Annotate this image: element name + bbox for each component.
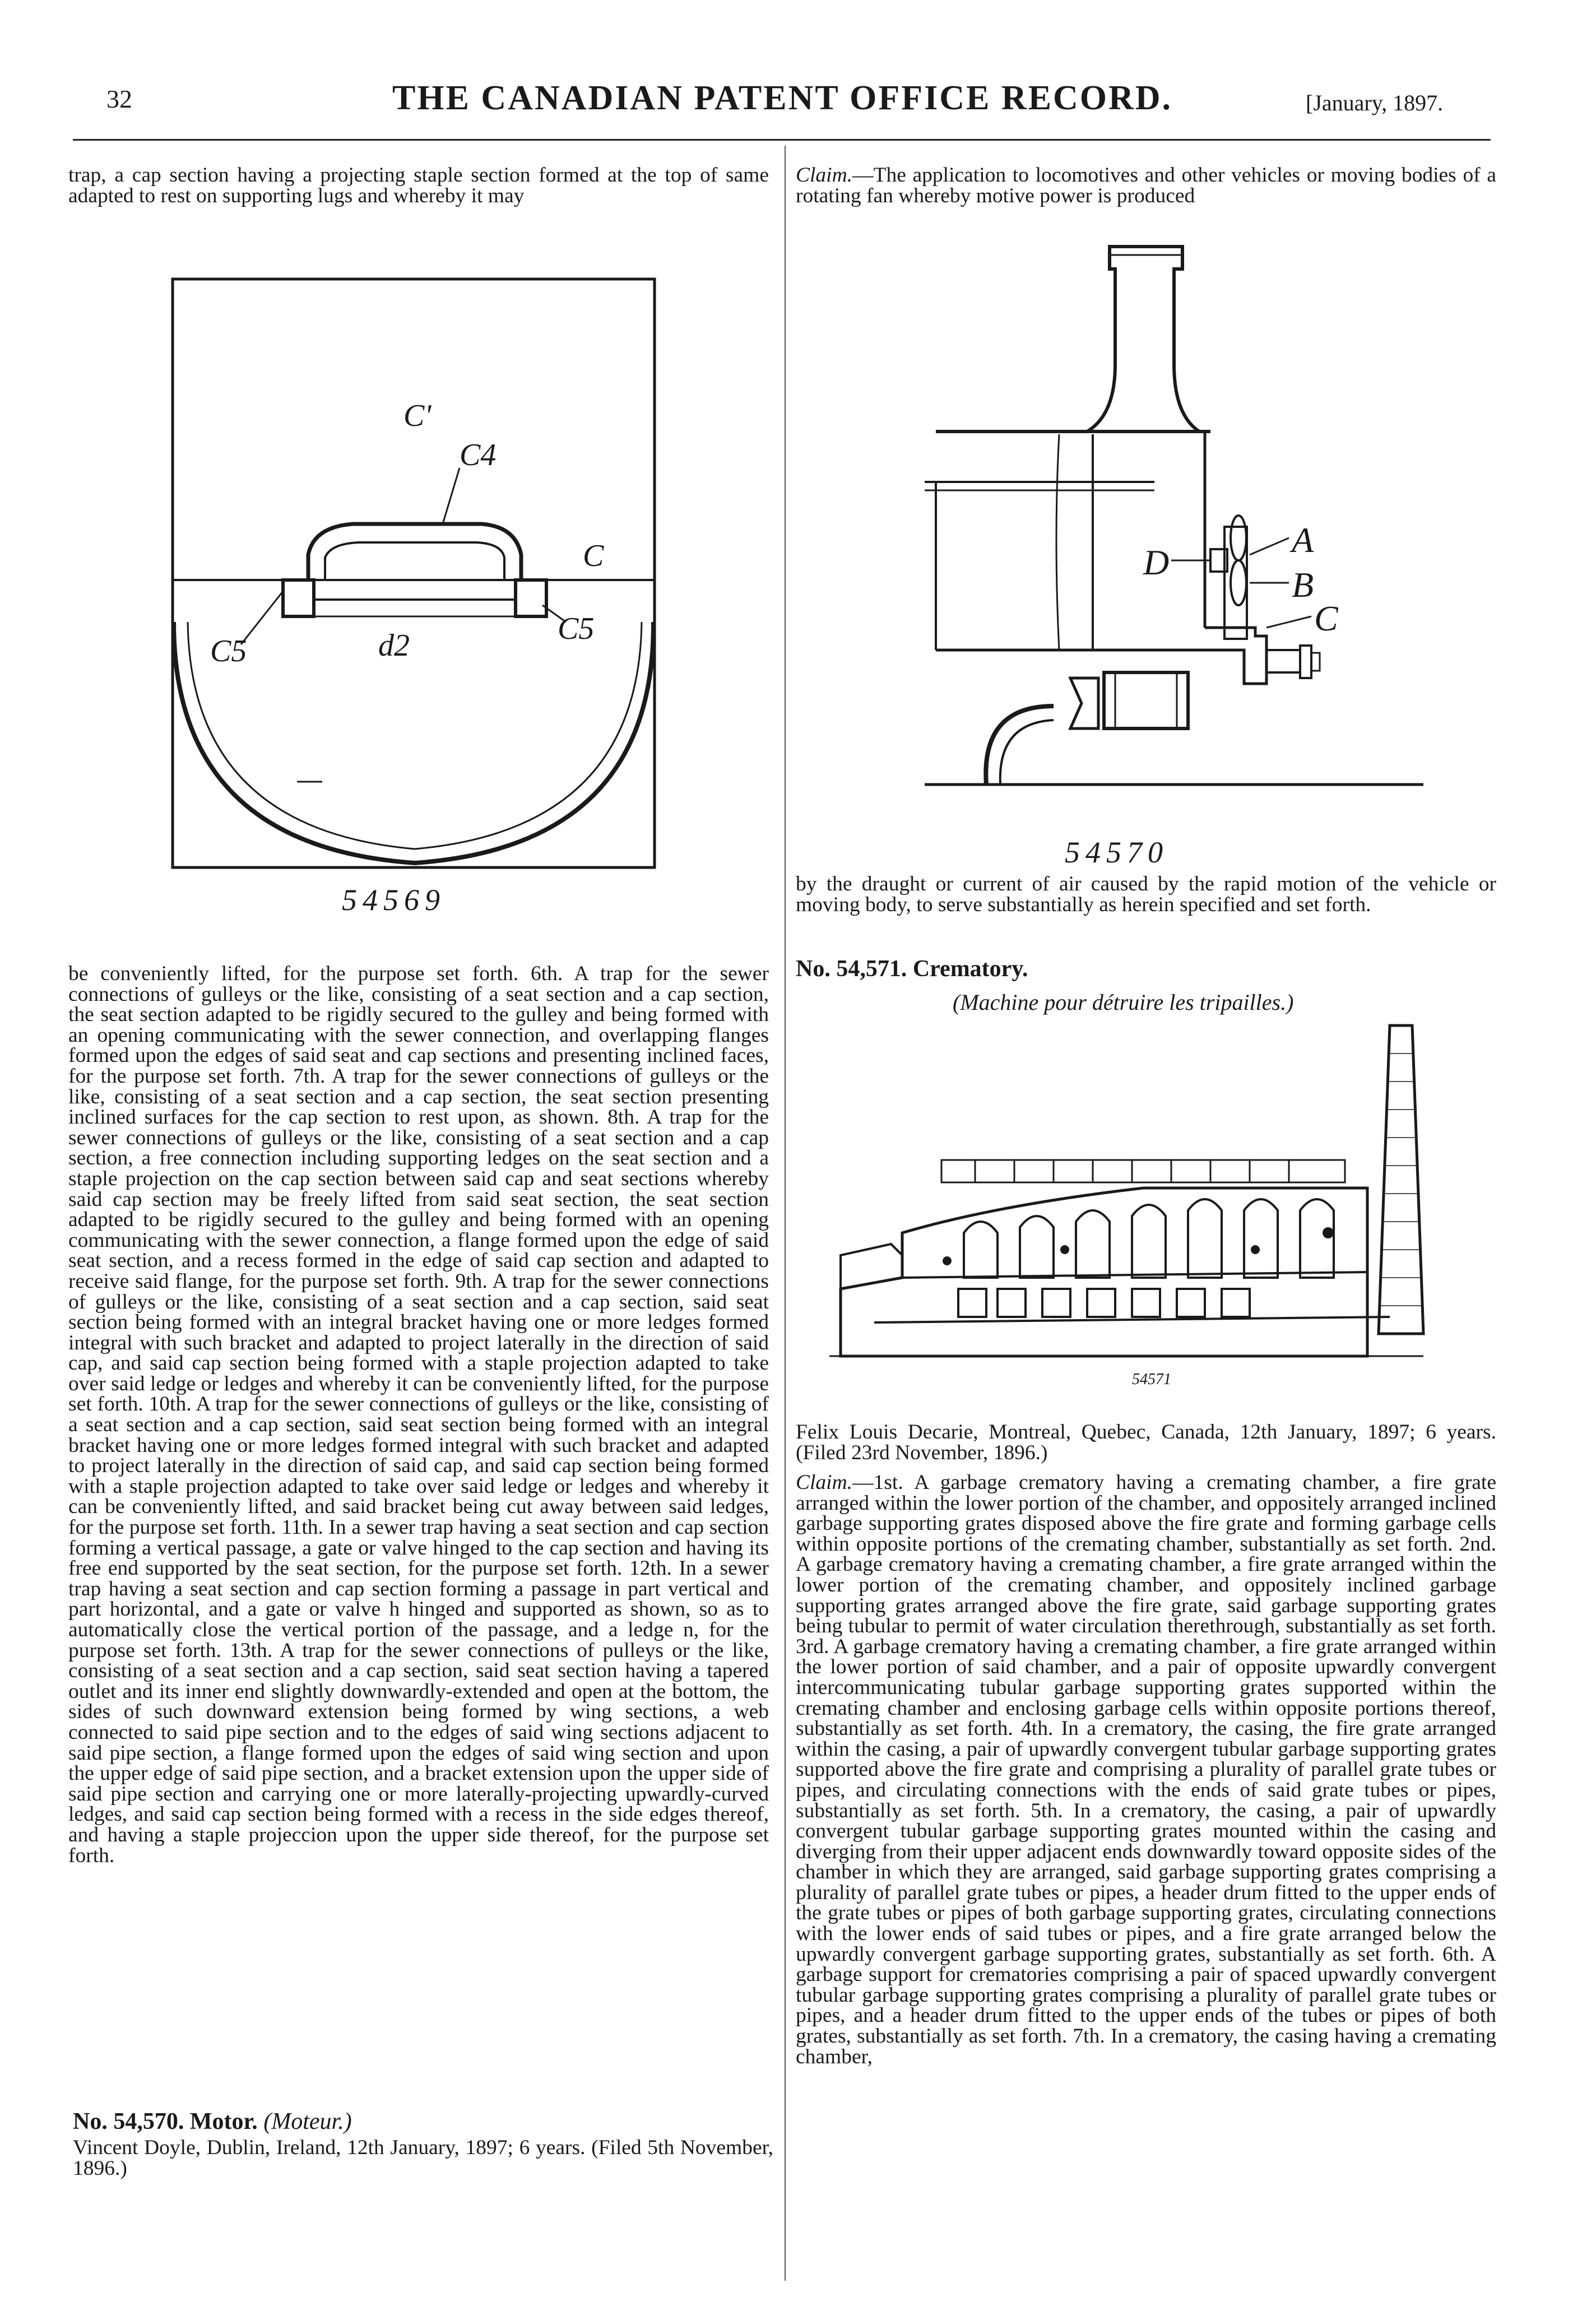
figure-54570-locomotive-motor bbox=[919, 224, 1423, 841]
entry-54571-title: Crematory. bbox=[912, 956, 1028, 982]
entry-54570-heading bbox=[73, 2108, 352, 2135]
figure-54569-label: 54569 bbox=[342, 883, 446, 917]
header-rule bbox=[73, 139, 1491, 141]
entry-54571-claims-text: —1st. A garbage crematory having a cremating chamber, a fire grate arranged within the lower portion of the chamber, and oppositely arranged inclined garbage supporting grates disposed above the fire grate and forming garbage cells within opposite portions of the cremating chamber, substantially as set forth. 2nd. A garbage crematory having a cremating chamber, a fire grate arranged within the lower portion of the cremating chamber, and oppositely inclined garbage supporting grates arranged above the fire grate, said garbage supporting grates being tubular to permit of water circulation therethrough, substantially as set forth. 3rd. A garbage crematory having a cremating chamber, a fire grate arranged within the lower portion of said chamber, and a pair of opposite upwardly convergent intercommunicating tubular garbage supporting grates supported within the cremating chamber and enclosing garbage cells within opposite portions thereof, substantially as set forth. 4th. In a crematory, the casing, the fire grate arranged within the casing, a pair of upwardly convergent tubular garbage supporting grates supported above the fire grate and comprising a plurality of parallel grate tubes or pipes, and circulating connections with the ends of said grate tubes or pipes, substantially as set forth. 5th. In a crematory, the casing, a pair of upwardly convergent tubular garbage supporting grates mounted within the casing and diverging from their upper adjacent ends downwardly toward opposite sides of the chamber in which they are arranged, said garbage supporting grates comprising a plurality of parallel grate tubes or pipes, a header drum fitted to the upper ends of the grate tubes or pipes of both garbage supporting grates, circulating connections with the lower ends of said tubes or pipes, and a fire grate arranged below the upwardly convergent garbage supporting grates, substantially as set forth. 6th. A garbage support for crematories comprising a pair of spaced upwardly convergent tubular garbage supporting grates comprising a plurality of parallel grate tubes or pipes, and a header drum fitted to the upper ends of the tubes or pipes of both grates, substantially as set forth. 7th. In a crematory, the casing having a cremating chamber, bbox=[796, 1471, 1496, 2068]
figure-54569-sewer-trap bbox=[168, 275, 661, 891]
callout-d2: d2 bbox=[378, 628, 410, 663]
entry-54570-inventor: Vincent Doyle, Dublin, Ireland, 12th January, 1897; 6 years. (Filed 5th November, 1896.) bbox=[73, 2136, 773, 2180]
entry-54570-french: (Moteur.) bbox=[263, 2109, 352, 2134]
callout-c4: C4 bbox=[460, 438, 497, 472]
entry-54570-title: Motor. bbox=[189, 2109, 258, 2134]
figure-54571-label: 54571 bbox=[1132, 1371, 1171, 1388]
claim-lead-54570: Claim. bbox=[796, 164, 853, 187]
callout-c5-right: C5 bbox=[558, 611, 595, 646]
entry-54571-claims bbox=[796, 1473, 1496, 2067]
entry-54571-number: No. 54,571. bbox=[796, 956, 907, 982]
issue-date: [January, 1897. bbox=[1306, 90, 1444, 115]
figure-54570-label: 54570 bbox=[1065, 836, 1168, 869]
column-divider bbox=[785, 146, 786, 2281]
left-top-text: trap, a cap section having a projecting staple section formed at the top of same adapted to rest on supporting lugs and whereby it may bbox=[68, 164, 769, 207]
entry-54570-number: No. 54,570. bbox=[73, 2109, 184, 2134]
right-top-claim-text: —The application to locomotives and other vehicles or moving bodies of a rotating fan whereby motive power is produced bbox=[796, 164, 1496, 207]
entry-54571-inventor: Felix Louis Decarie, Montreal, Quebec, Canada, 12th January, 1897; 6 years. (Filed 23rd November, 1896.) bbox=[796, 1421, 1496, 1464]
page-number: 32 bbox=[106, 85, 132, 113]
figure-54571-crematory bbox=[829, 1020, 1474, 1412]
callout-c: C bbox=[583, 539, 604, 573]
entry-54571-french: (Machine pour détruire les tripailles.) bbox=[953, 990, 1294, 1015]
callout-b: B bbox=[1292, 565, 1314, 605]
callout-d: D bbox=[1143, 542, 1170, 582]
entry-54570-claim-continuation: by the draught or current of air caused by the rapid motion of the vehicle or moving body, to serve substantially as herein specified and set forth. bbox=[796, 873, 1496, 916]
right-top-claim bbox=[796, 165, 1496, 206]
publication-title: THE CANADIAN PATENT OFFICE RECORD. bbox=[392, 79, 1173, 117]
callout-c5-left: C5 bbox=[210, 634, 247, 669]
claim-lead-54571: Claim. bbox=[796, 1471, 853, 1494]
callout-a: A bbox=[1292, 520, 1314, 560]
callout-c-prime: C' bbox=[403, 398, 432, 433]
left-claims-text: be conveniently lifted, for the purpose set forth. 6th. A trap for the sewer connections of gulleys or the like, consisting of a seat section and a cap section, the seat section adapted to be rigidly secured to the gulley and being formed with an opening communicating with the sewer connection, and overlapping flanges formed upon the edges of said seat and cap sections and presenting inclined faces, for the purpose set forth. 7th. A trap for the sewer connections of gulleys or the like, consisting of a seat section and a cap section, the seat section presenting inclined surfaces for the cap section to rest upon, as shown. 8th. A trap for the sewer connections of gulleys or the like, consisting of a seat section and a cap section, a free connection including supporting ledges on the seat section and a staple projection on the cap section between said cap and seat sections whereby said cap section may be freely lifted from said seat section, the seat section adapted to be rigidly secured to the gulley and being formed with an opening communicating with the sewer connection, a flange formed upon the edge of said seat section, and a recess formed in the edge of said cap section and adapted to receive said flange, for the purpose set forth. 9th. A trap for the sewer connections of gulleys or the like, consisting of a seat section and a cap section, said seat section being formed with an integral bracket having one or more ledges formed integral with such bracket and adapted to project laterally in the direction of said cap, and said cap section being formed with a staple projection adapted to take over said ledge or ledges and whereby it can be conveniently lifted, for the purpose set forth. 10th. A trap for the sewer connections of gulleys or the like, consisting of a seat section and a cap section, said seat section being formed with an integral bracket having one or more ledges formed integral with such bracket and adapted to project laterally in the direction of said cap, and said cap section being formed with a staple projection adapted to take over said ledge or ledges and whereby it can be conveniently lifted, and said bracket being cut away between said ledges, for the purpose set forth. 11th. In a sewer trap having a seat section and cap section forming a vertical passage, a gate or valve hinged to the cap section and having its free end supported by the seat section, for the purpose set forth. 12th. In a sewer trap having a seat section and cap section forming a passage in part vertical and part horizontal, and a gate or valve h hinged and supported as shown, so as to automatically close the vertical portion of the passage, and a ledge n, for the purpose set forth. 13th. A trap for the sewer connections of pulleys or the like, consisting of a seat section and a cap section, said seat section having a tapered outlet and its inner end slightly downwardly-extended and open at the bottom, the sides of such downward extension being formed by wing sections, a web connected to said pipe section and to the edges of said wing sections adjacent to said pipe section, a flange formed upon the edges of said wing section and upon the upper edge of said pipe section, and a bracket extension upon the upper side of said pipe section and carrying one or more laterally-projecting upwardly-curved ledges, and said cap section being formed with a recess in the side edges thereof, and having a staple projeccion upon the upper side thereof, for the purpose set forth. bbox=[68, 962, 769, 1867]
callout-c: C bbox=[1314, 598, 1338, 638]
entry-54571-heading bbox=[796, 955, 1028, 982]
